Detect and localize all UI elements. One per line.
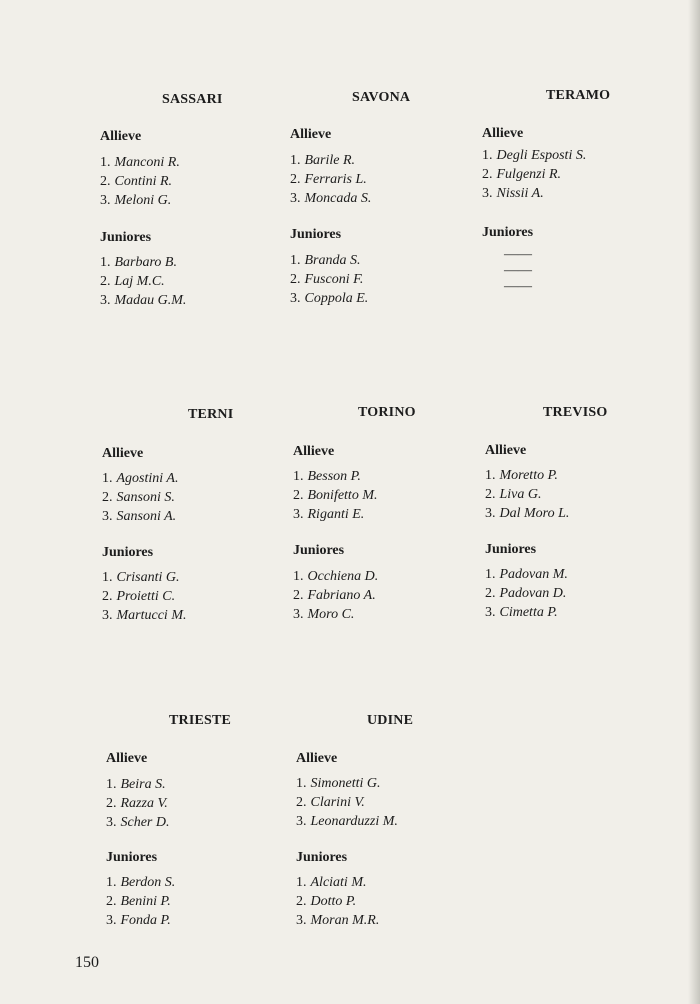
city-name: TERAMO	[546, 88, 611, 103]
city-name: TREVISO	[543, 405, 608, 420]
allieve-heading: Allieve	[290, 127, 332, 142]
list-item: 1. Beira S.	[106, 777, 166, 792]
allieve-heading: Allieve	[482, 126, 524, 141]
allieve-heading: Allieve	[293, 444, 335, 459]
allieve-list	[102, 469, 178, 526]
juniores-list	[296, 873, 379, 930]
juniores-list	[293, 567, 378, 624]
city-name: UDINE	[367, 713, 414, 728]
list-item: 2. Clarini V.	[296, 795, 365, 810]
list-item: 3. Moncada S.	[290, 191, 372, 206]
list-item: 1. Berdon S.	[106, 875, 176, 890]
city-name: TERNI	[188, 407, 234, 422]
list-item: 3. Scher D.	[106, 815, 170, 830]
allieve-heading: Allieve	[485, 443, 527, 458]
page-number: 150	[75, 954, 99, 971]
page-edge-shadow	[688, 0, 700, 1004]
juniores-list	[100, 253, 186, 310]
list-item: 2. Benini P.	[106, 894, 171, 909]
list-item: 3. Riganti E.	[293, 507, 365, 522]
list-item: 2. Fusconi F.	[290, 272, 364, 287]
list-item: 1. Besson P.	[293, 469, 361, 484]
list-item: 1. Barile R.	[290, 153, 356, 168]
juniores-heading: Juniores	[293, 543, 345, 558]
allieve-heading: Allieve	[106, 751, 148, 766]
allieve-list	[293, 467, 378, 524]
list-item: 3. Madau G.M.	[100, 293, 187, 308]
juniores-heading: Juniores	[485, 542, 537, 557]
list-item: 3. Leonarduzzi M.	[296, 814, 398, 829]
list-item: 2. Sansoni S.	[102, 490, 175, 505]
juniores-list	[290, 251, 368, 308]
allieve-heading: Allieve	[102, 446, 144, 461]
list-item: 2. Contini R.	[100, 174, 173, 189]
juniores-list	[485, 565, 568, 622]
list-item: 1. Crisanti G.	[102, 570, 180, 585]
list-item: 1. Barbaro B.	[100, 255, 177, 270]
juniores-heading: Juniores	[482, 225, 534, 240]
juniores-heading: Juniores	[290, 227, 342, 242]
list-item: 2. Liva G.	[485, 487, 542, 502]
list-item: 1. Moretto P.	[485, 468, 558, 483]
list-item: 1. Padovan M.	[485, 567, 568, 582]
city-name: TRIESTE	[169, 713, 232, 728]
list-item: 3. Moran M.R.	[296, 913, 380, 928]
allieve-heading: Allieve	[100, 129, 142, 144]
list-item: ——	[504, 263, 532, 278]
list-item: 2. Dotto P.	[296, 894, 357, 909]
list-item: 1. Branda S.	[290, 253, 361, 268]
juniores-heading: Juniores	[106, 850, 158, 865]
list-item: 3. Martucci M.	[102, 608, 187, 623]
juniores-heading: Juniores	[296, 850, 348, 865]
allieve-list	[100, 153, 180, 210]
list-item: 2. Ferraris L.	[290, 172, 367, 187]
list-item: 3. Meloni G.	[100, 193, 172, 208]
list-item: 2. Laj M.C.	[100, 274, 165, 289]
city-name: SAVONA	[352, 90, 411, 105]
list-item: 2. Fulgenzi R.	[482, 167, 562, 182]
allieve-list	[290, 151, 371, 208]
list-item: 3. Nissii A.	[482, 186, 544, 201]
allieve-list	[485, 466, 569, 523]
allieve-list	[296, 774, 398, 831]
list-item: 3. Coppola E.	[290, 291, 369, 306]
list-item: 1. Occhiena D.	[293, 569, 379, 584]
list-item: 1. Alciati M.	[296, 875, 367, 890]
list-item: 2. Bonifetto M.	[293, 488, 378, 503]
city-name: SASSARI	[162, 92, 223, 107]
juniores-list	[102, 568, 186, 625]
juniores-list	[504, 247, 532, 295]
list-item: 2. Padovan D.	[485, 586, 567, 601]
list-item: 1. Agostini A.	[102, 471, 179, 486]
list-item: 3. Sansoni A.	[102, 509, 177, 524]
city-name: TORINO	[358, 405, 416, 420]
allieve-list	[106, 775, 170, 832]
list-item: ——	[504, 279, 532, 294]
list-item: 3. Moro C.	[293, 607, 355, 622]
list-item: 3. Fonda P.	[106, 913, 171, 928]
list-item: 1. Manconi R.	[100, 155, 180, 170]
juniores-heading: Juniores	[102, 545, 154, 560]
list-item: 1. Simonetti G.	[296, 776, 381, 791]
list-item: 3. Dal Moro L.	[485, 506, 570, 521]
allieve-heading: Allieve	[296, 751, 338, 766]
list-item: 2. Razza V.	[106, 796, 168, 811]
list-item: 3. Cimetta P.	[485, 605, 558, 620]
list-item: 2. Proietti C.	[102, 589, 176, 604]
list-item: 2. Fabriano A.	[293, 588, 376, 603]
list-item: ——	[504, 247, 532, 262]
juniores-list	[106, 873, 175, 930]
allieve-list	[482, 146, 586, 203]
juniores-heading: Juniores	[100, 230, 152, 245]
list-item: 1. Degli Esposti S.	[482, 148, 587, 163]
